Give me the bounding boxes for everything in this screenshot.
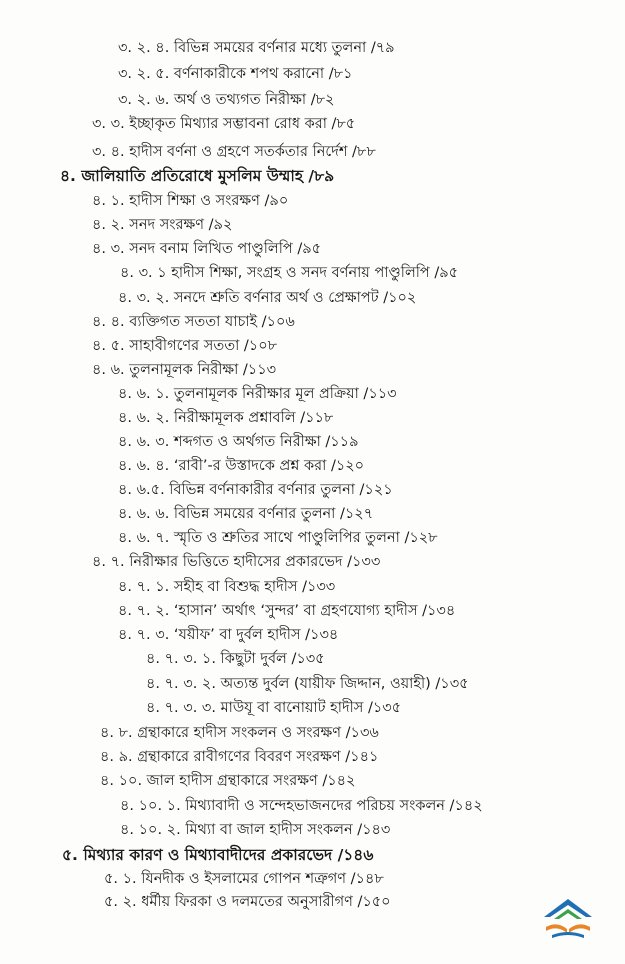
- logo-base: [552, 932, 584, 938]
- publisher-logo-icon: [540, 893, 596, 947]
- toc-entry: ৪. ৬.৫. বিভিন্ন বর্ণনাকারীর বর্ণনার তুলনা /১২১: [118, 482, 393, 498]
- toc-entry: ৪. ৬. তুলনামূলক নিরীক্ষা /১১৩: [92, 362, 277, 378]
- toc-entry: ৪. ৯. গ্রন্থাকারে রাবীগণের বিবরণ সংরক্ষণ /১৪১: [100, 749, 379, 765]
- logo-book-right: [569, 924, 590, 933]
- toc-entry: ৪. ৪. ব্যক্তিগত সততা যাচাই /১০৬: [92, 314, 295, 330]
- toc-chapter-heading: ৪. জালিয়াতি প্রতিরোধে মুসলিম উম্মাহ /৮৯: [60, 167, 335, 185]
- toc-entry: ৩. ২. ৪. বিভিন্ন সময়ের বর্ণনার মধ্যে তুলনা /৭৯: [118, 40, 395, 56]
- toc-entry: ৪. ৬. ৪. ‘রাবী’-র উস্তাদকে প্রশ্ন করা /১২০: [118, 458, 365, 474]
- toc-entry: ৪. ৭. ৩. ৩. মাউযূ বা বানোয়াট হাদীস /১৩৫: [146, 700, 402, 716]
- toc-entry: ৩. ৪. হাদীস বর্ণনা ও গ্রহণে সতর্কতার নির্দেশ /৮৮: [92, 144, 376, 160]
- toc-entry: ৪. ৫. সাহাবীগণের সততা /১০৮: [92, 338, 278, 354]
- toc-entry: ৫. ১. যিনদীক ও ইসলামের গোপন শত্রুগণ /১৪৮: [104, 871, 384, 887]
- toc-entry: ৪. ৭. ১. সহীহ বা বিশুদ্ধ হাদীস /১৩৩: [118, 579, 336, 595]
- toc-entry: ৩. ২. ৫. বর্ণনাকারীকে শপথ করানো /৮১: [118, 66, 353, 82]
- toc-entry: ৩. ৩. ইচ্ছাকৃত মিথ্যার সম্ভাবনা রোধ করা /৮৫: [92, 116, 356, 132]
- toc-entry: ৪. ৭. ৩. ২. অত্যন্ত দুর্বল (যায়ীফ জিদ্দান, ওয়াহী) /১৩৫: [146, 676, 469, 692]
- toc-entry: ৪. ৬. ২. নিরীক্ষামূলক প্রশ্নাবলি /১১৮: [118, 410, 334, 426]
- toc-entry: ৪. ৭. ৩. ‘যয়ীফ’ বা দুর্বল হাদীস /১৩৪: [118, 627, 339, 643]
- toc-chapter-heading: ৫. মিথ্যার কারণ ও মিথ্যাবাদীদের প্রকারভেদ /১৪৬: [62, 846, 374, 864]
- toc-entry: ৪. ৬. ৩. শব্দগত ও অর্থগত নিরীক্ষা /১১৯: [118, 434, 359, 450]
- toc-entry: ৪. ৩. ১ হাদীস শিক্ষা, সংগ্রহ ও সনদ বর্ণনায় পাণ্ডুলিপি /৯৫: [120, 265, 459, 281]
- logo-roof-outer: [544, 899, 592, 917]
- toc-entry: ৩. ২. ৬. অর্থ ও তথ্যগত নিরীক্ষা /৮২: [118, 92, 335, 108]
- logo-book-left: [546, 924, 567, 933]
- toc-entry: ৪. ৭. ৩. ১. কিছুটা দুর্বল /১৩৫: [146, 651, 325, 667]
- toc-entry: ৪. ৬. ১. তুলনামূলক নিরীক্ষার মূল প্রক্রিয়া /১১৩: [118, 386, 397, 402]
- toc-entry: ৪. ৬. ৬. বিভিন্ন সময়ের বর্ণনার তুলনা /১২৭: [118, 506, 374, 522]
- toc-entry: ৪. ১০. ১. মিথ্যাবাদী ও সন্দেহভাজনদের পরিচয় সংকলন /১৪২: [120, 798, 483, 814]
- toc-entry: ৪. ৩. ২. সনদে শ্রুতি বর্ণনার অর্থ ও প্রেক্ষাপট /১০২: [118, 290, 417, 306]
- toc-entry: ৪. ৭. নিরীক্ষার ভিত্তিতে হাদীসের প্রকারভেদ /১৩৩: [92, 554, 381, 570]
- toc-entry: ৪. ৬. ৭. স্মৃতি ও শ্রুতির সাথে পাণ্ডুলিপির তুলনা /১২৮: [118, 530, 438, 546]
- toc-entry: ৪. ১০. ২. মিথ্যা বা জাল হাদীস সংকলন /১৪৩: [120, 822, 391, 838]
- toc-entry: ৪. ৮. গ্রন্থাকারে হাদীস সংকলন ও সংরক্ষণ /১৩৬: [100, 725, 379, 741]
- toc-entry: ৪. ২. সনদ সংরক্ষণ /৯২: [92, 217, 233, 233]
- toc-entry: ৫. ২. ধর্মীয় ফিরকা ও দলমতের অনুসারীগণ /১৫০: [104, 894, 391, 910]
- toc-entry: ৪. ১০. জাল হাদীস গ্রন্থাকারে সংরক্ষণ /১৪২: [100, 773, 356, 789]
- toc-entry: ৪. ৩. সনদ বনাম লিখিত পাণ্ডুলিপি /৯৫: [92, 241, 322, 257]
- toc-entry: ৪. ১. হাদীস শিক্ষা ও সংরক্ষণ /৯০: [92, 193, 289, 209]
- toc-entry: ৪. ৭. ২. ‘হাসান’ অর্থাৎ ‘সুন্দর’ বা গ্রহণযোগ্য হাদীস /১৩৪: [118, 603, 456, 619]
